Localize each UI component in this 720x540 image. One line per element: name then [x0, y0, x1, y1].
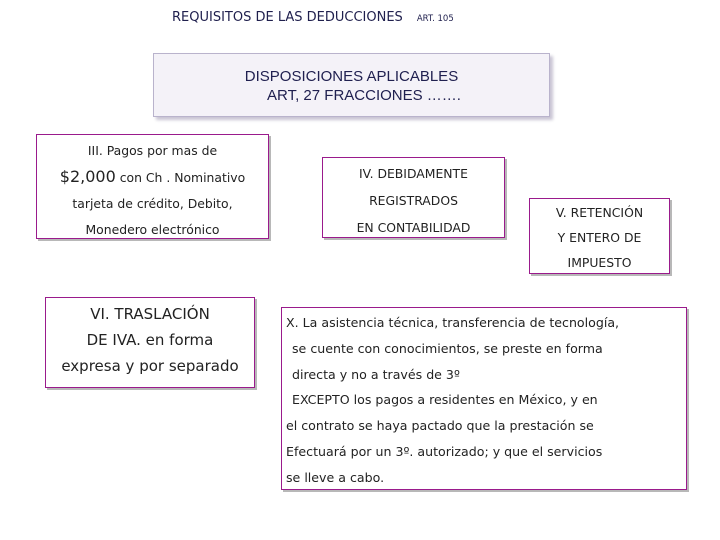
fraction-iii-line-3: tarjeta de crédito, Debito, [72, 196, 233, 211]
fraction-iii-line-2 [37, 164, 268, 191]
fraction-vi-box [45, 297, 255, 388]
fraction-x-line-6: Efectuará por un 3º. autorizado; y que el servicios [286, 443, 603, 459]
fraction-iv-line-2: REGISTRADOS [369, 193, 458, 208]
fraction-v-line-2: Y ENTERO DE [557, 230, 642, 245]
title-text: REQUISITOS DE LAS DEDUCCIONES [172, 10, 403, 25]
fraction-iv-box [322, 157, 505, 238]
fraction-iv-line-1: IV. DEBIDAMENTE [359, 166, 468, 181]
page-title [172, 10, 454, 25]
fraction-x-line-2: se cuente con conocimientos, se preste en forma [292, 340, 603, 356]
fraction-vi-line-1: VI. TRASLACIÓN [90, 305, 210, 323]
fraction-vi-line-2: DE IVA. en forma [86, 331, 214, 349]
fraction-iii-line-4: Monedero electrónico [85, 222, 220, 237]
fraction-iii-box [36, 134, 269, 239]
fraction-v-line-1: V. RETENCIÓN [555, 205, 644, 220]
fraction-v-line-3: IMPUESTO [567, 255, 632, 270]
fraction-x-line-7: se lleve a cabo. [286, 469, 385, 485]
fraction-iii-line-1: III. Pagos por mas de [87, 143, 218, 158]
dispositions-box [153, 53, 550, 117]
fraction-v-box [529, 198, 670, 274]
fraction-x-line-3: directa y no a través de 3º [292, 366, 460, 382]
fraction-iv-line-3: EN CONTABILIDAD [356, 220, 471, 235]
fraction-iii-line-2-rest: con Ch . Nominativo [115, 170, 246, 185]
dispositions-line-1: DISPOSICIONES APLICABLES [244, 68, 459, 85]
fraction-x-line-4: EXCEPTO los pagos a residentes en México, y en [292, 392, 598, 408]
fraction-vi-line-3: expresa y por separado [61, 357, 239, 375]
dispositions-line-2: ART, 27 FRACCIONES ……. [267, 87, 461, 104]
fraction-iii-amount: $2,000 [59, 167, 116, 186]
fraction-x-line-1: X. La asistencia técnica, transferencia de tecnología, [286, 315, 620, 330]
fraction-x-box [281, 307, 687, 490]
article-reference: ART. 105 [416, 14, 454, 24]
fraction-x-line-5: el contrato se haya pactado que la prestación se [286, 418, 594, 434]
